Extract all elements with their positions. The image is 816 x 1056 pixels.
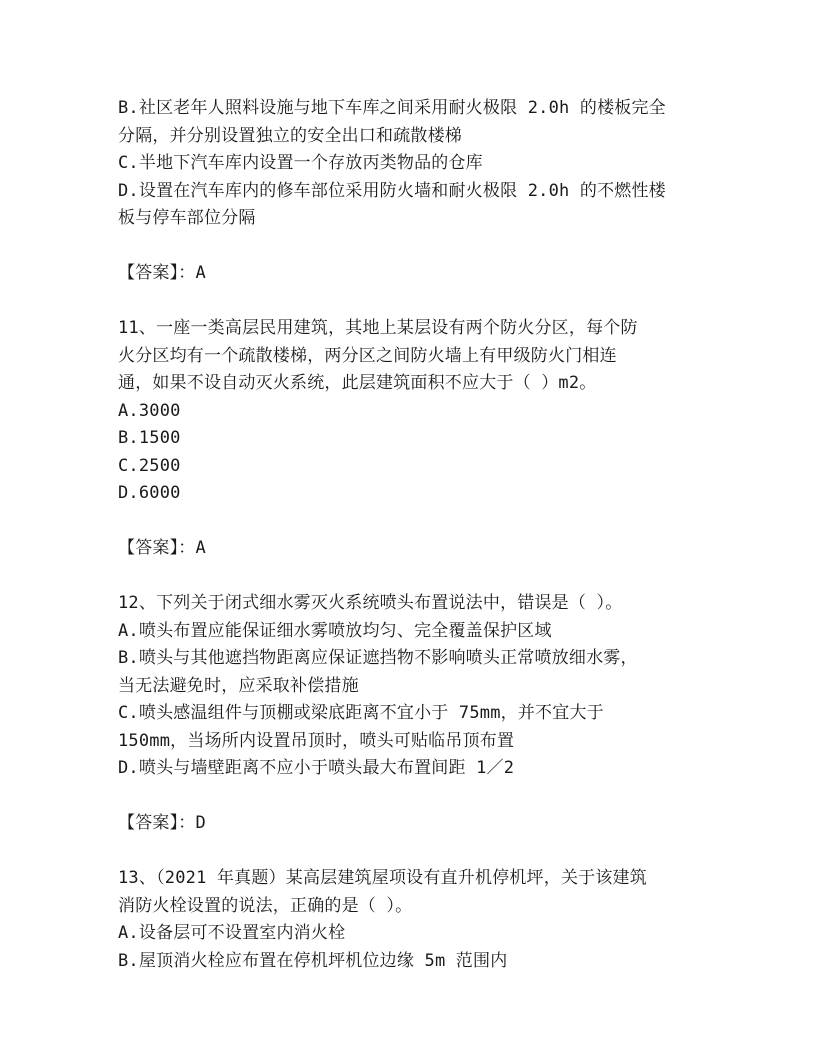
q12-option-c-line1: C.喷头感温组件与顶棚或梁底距离不宜小于 75mm，并不宜大于 — [118, 703, 604, 723]
q10-option-c: C.半地下汽车库内设置一个存放丙类物品的仓库 — [118, 153, 483, 173]
q11-stem-line3: 通，如果不设自动灭火系统，此层建筑面积不应大于（ ）m2。 — [118, 373, 597, 393]
q11-stem-line2: 火分区均有一个疏散楼梯，两分区之间防火墙上有甲级防火门相连 — [118, 345, 617, 366]
q10-answer: 【答案】：A — [118, 263, 206, 283]
q11-option-a: A.3000 — [118, 400, 181, 421]
q10-option-b-line2: 分隔，并分别设置独立的安全出口和疏散楼梯 — [118, 125, 462, 146]
q13-stem-line2: 消防火栓设置的说法，正确的是（ ）。 — [118, 895, 413, 916]
q10-option-b-line1: B.社区老年人照料设施与地下车库之间采用耐火极限 2.0h 的楼板完全 — [118, 98, 666, 118]
q12-option-b-line2: 当无法避免时，应采取补偿措施 — [118, 675, 359, 696]
q13-stem-line1: 13、（2021 年真题）某高层建筑屋项设有直升机停机坪，关于该建筑 — [118, 868, 647, 888]
q11-stem-line1: 11、一座一类高层民用建筑，其地上某层设有两个防火分区，每个防 — [118, 318, 638, 338]
document-page — [118, 95, 698, 975]
q11-option-c: C.2500 — [118, 455, 181, 476]
q11-option-b: B.1500 — [118, 428, 181, 448]
spacer — [118, 233, 698, 261]
q12-answer: 【答案】：D — [118, 813, 206, 833]
spacer — [118, 563, 698, 591]
q12-stem: 12、下列关于闭式细水雾灭火系统喷头布置说法中，错误是（ ）。 — [118, 593, 623, 613]
q10-option-d-line2: 板与停车部位分隔 — [118, 208, 256, 228]
q11-answer: 【答案】：A — [118, 538, 206, 558]
q12-option-c-line2: 150mm，当场所内设置吊顶时，喷头可贴临吊顶布置 — [118, 730, 515, 751]
q13-option-b: B.屋顶消火栓应布置在停机坪机位边缘 5m 范围内 — [118, 950, 508, 971]
spacer — [118, 508, 698, 536]
q13-option-a: A.设备层可不设置室内消火栓 — [118, 923, 346, 943]
spacer — [118, 838, 698, 866]
q11-option-d: D.6000 — [118, 483, 181, 503]
q12-option-a: A.喷头布置应能保证细水雾喷放均匀、完全覆盖保护区域 — [118, 620, 552, 641]
spacer — [118, 783, 698, 811]
q12-option-b-line1: B.喷头与其他遮挡物距离应保证遮挡物不影响喷头正常喷放细水雾， — [118, 648, 638, 668]
spacer — [118, 288, 698, 316]
q10-option-d-line1: D.设置在汽车库内的修车部位采用防火墙和耐火极限 2.0h 的不燃性楼 — [118, 180, 666, 201]
q12-option-d: D.喷头与墙壁距离不应小于喷头最大布置间距 1／2 — [118, 758, 515, 778]
